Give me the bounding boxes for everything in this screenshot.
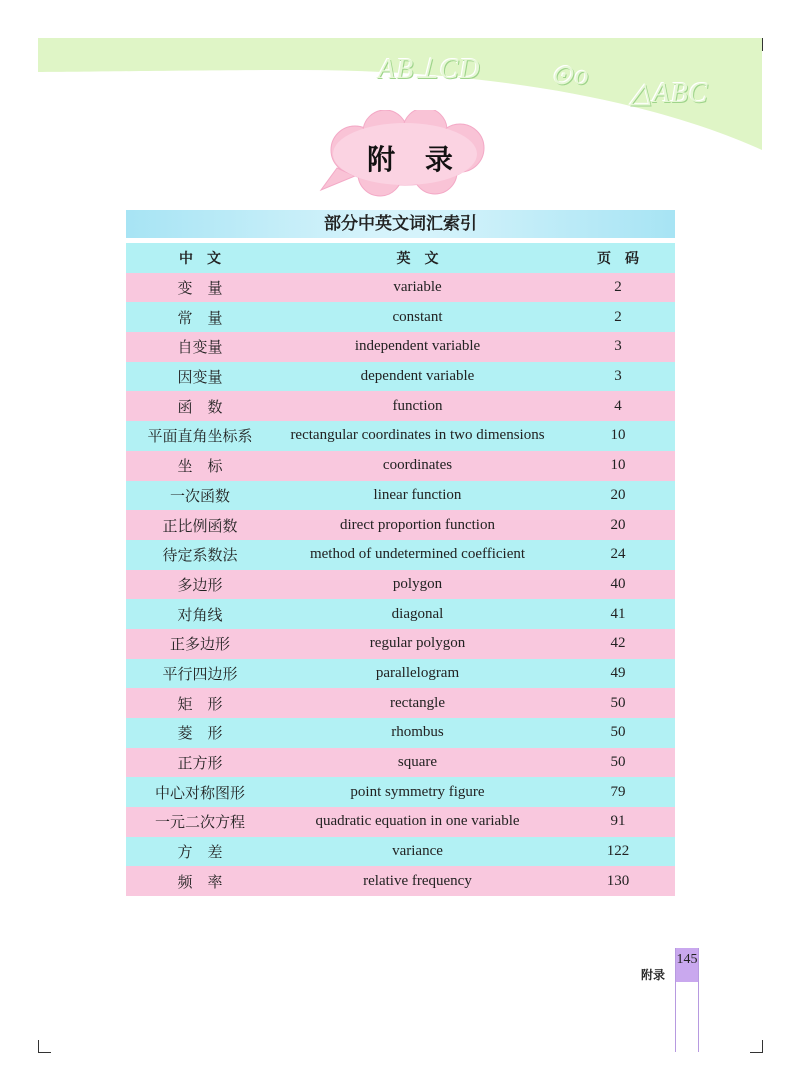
table-row [126,273,675,303]
cell-page: 3 [561,362,675,392]
cell-page: 3 [561,332,675,362]
table-row [126,510,675,540]
table-row [126,688,675,718]
cell-english: method of undetermined coefficient [274,540,561,570]
cell-chinese: 一元二次方程 [126,807,274,837]
table-row [126,807,675,837]
cell-page: 41 [561,599,675,629]
table-row [126,866,675,896]
table-row [126,362,675,392]
cell-english: regular polygon [274,629,561,659]
cell-english: rhombus [274,718,561,748]
table-row [126,302,675,332]
cell-chinese: 方 差 [126,837,274,867]
cell-english: rectangle [274,688,561,718]
cell-chinese: 多边形 [126,570,274,600]
cell-chinese: 正多边形 [126,629,274,659]
cell-chinese: 中心对称图形 [126,777,274,807]
cell-chinese: 常 量 [126,302,274,332]
column-header-page: 页 码 [561,243,675,273]
cell-english: variance [274,837,561,867]
table-row [126,391,675,421]
cell-chinese: 平行四边形 [126,659,274,689]
geometry-text-triangle: △ABC [630,78,709,109]
cell-chinese: 因变量 [126,362,274,392]
cell-page: 2 [561,273,675,303]
page-number: 145 [676,952,698,967]
vocabulary-index-table [126,243,675,896]
cell-chinese: 待定系数法 [126,540,274,570]
crop-mark-bottom-left [38,1040,51,1053]
cell-page: 10 [561,451,675,481]
cell-english: independent variable [274,332,561,362]
cell-chinese: 函 数 [126,391,274,421]
cell-english: diagonal [274,599,561,629]
cell-page: 130 [561,866,675,896]
cell-english: function [274,391,561,421]
table-row [126,451,675,481]
cell-page: 50 [561,718,675,748]
cell-english: square [274,748,561,778]
index-table-section [126,210,675,896]
appendix-title: 附 录 [367,143,463,176]
geometry-text-perpendicular: AB⊥CD [378,54,481,85]
cell-chinese: 自变量 [126,332,274,362]
table-row [126,629,675,659]
cell-chinese: 坐 标 [126,451,274,481]
cell-english: variable [274,273,561,303]
footer-section-label: 附录 [641,968,666,982]
cell-english: direct proportion function [274,510,561,540]
cell-page: 20 [561,481,675,511]
cell-english: constant [274,302,561,332]
table-row [126,748,675,778]
table-row [126,570,675,600]
cell-english: parallelogram [274,659,561,689]
cell-page: 24 [561,540,675,570]
cell-english: dependent variable [274,362,561,392]
cell-page: 2 [561,302,675,332]
cell-page: 79 [561,777,675,807]
cell-english: linear function [274,481,561,511]
cell-english: rectangular coordinates in two dimensions [274,421,561,451]
cell-page: 91 [561,807,675,837]
cell-english: point symmetry figure [274,777,561,807]
cell-page: 49 [561,659,675,689]
cell-chinese: 矩 形 [126,688,274,718]
geometry-text-circle: ⊙o [550,60,590,91]
cell-page: 10 [561,421,675,451]
cell-chinese: 频 率 [126,866,274,896]
cell-chinese: 正比例函数 [126,510,274,540]
cell-page: 42 [561,629,675,659]
cell-chinese: 平面直角坐标系 [126,421,274,451]
cell-page: 50 [561,748,675,778]
cell-page: 20 [561,510,675,540]
column-header-chinese: 中 文 [126,243,274,273]
table-row [126,540,675,570]
table-row [126,599,675,629]
cell-chinese: 一次函数 [126,481,274,511]
table-title: 部分中英文词汇索引 [126,210,675,238]
cell-english: polygon [274,570,561,600]
table-row [126,332,675,362]
table-row [126,481,675,511]
table-row [126,777,675,807]
cell-english: quadratic equation in one variable [274,807,561,837]
table-row [126,421,675,451]
cell-english: relative frequency [274,866,561,896]
cell-page: 50 [561,688,675,718]
cell-chinese: 正方形 [126,748,274,778]
crop-mark-bottom-right [750,1040,763,1053]
cell-chinese: 菱 形 [126,718,274,748]
column-header-english: 英 文 [274,243,561,273]
table-row [126,718,675,748]
cell-page: 4 [561,391,675,421]
cell-page: 40 [561,570,675,600]
table-row [126,659,675,689]
cell-chinese: 对角线 [126,599,274,629]
cell-page: 122 [561,837,675,867]
table-header-row [126,243,675,273]
cell-chinese: 变 量 [126,273,274,303]
table-row [126,837,675,867]
cell-english: coordinates [274,451,561,481]
